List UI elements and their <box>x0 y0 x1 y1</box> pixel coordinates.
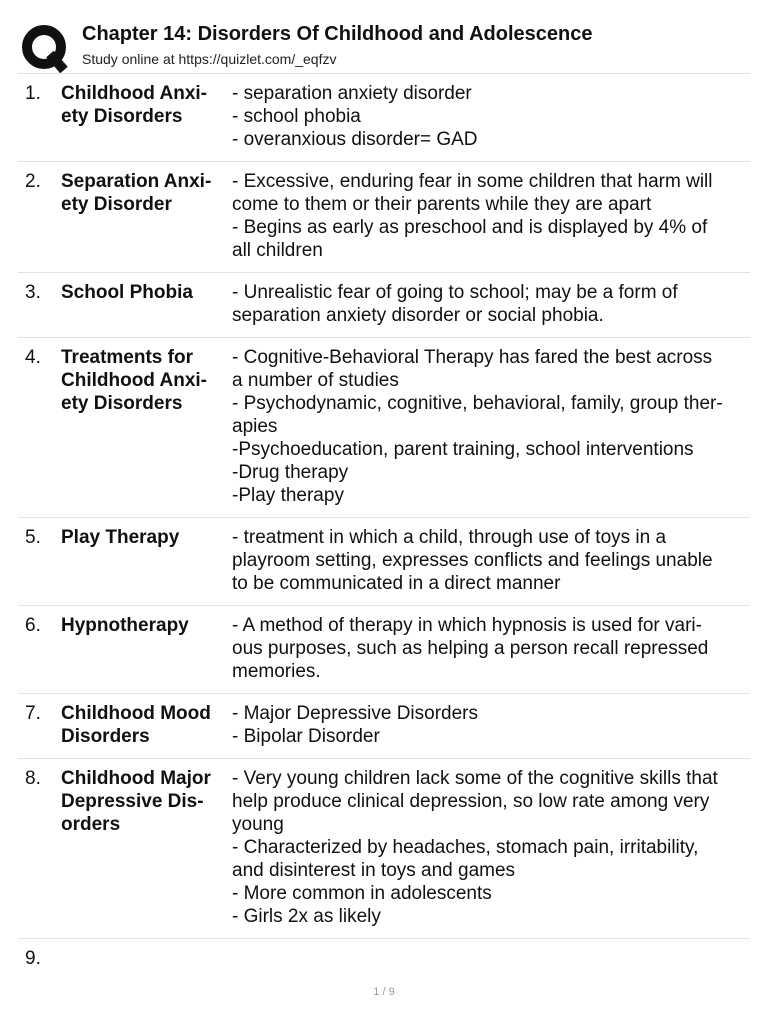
term-line: Childhood Anxi- <box>61 83 207 104</box>
definition-line: playroom setting, expresses conflicts and feelings unable <box>232 550 713 571</box>
definition-line: -Drug therapy <box>232 462 349 483</box>
card-term <box>61 281 232 327</box>
page-header <box>0 0 768 74</box>
flashcard-row <box>18 518 750 606</box>
term-line: Depressive Dis- <box>61 791 204 812</box>
definition-line: - school phobia <box>232 106 361 127</box>
card-term <box>61 702 232 748</box>
definition-line: - A method of therapy in which hypnosis is used for vari- <box>232 615 702 636</box>
card-definition <box>232 702 750 748</box>
definition-line: - overanxious disorder= GAD <box>232 129 478 150</box>
card-number: 2. <box>25 171 41 192</box>
definition-line: - Unrealistic fear of going to school; may be a form of <box>232 282 678 303</box>
definition-line: - Very young children lack some of the cognitive skills that <box>232 768 718 789</box>
definition-line: - Bipolar Disorder <box>232 726 380 747</box>
card-number: 9. <box>25 948 41 969</box>
definition-line: -Psychoeducation, parent training, school interventions <box>232 439 694 460</box>
term-line: ety Disorders <box>61 393 183 414</box>
definition-line: memories. <box>232 661 321 682</box>
term-line: ety Disorder <box>61 194 172 215</box>
page-indicator: 1 / 9 <box>373 986 395 998</box>
definition-line: - Cognitive-Behavioral Therapy has fared the best across <box>232 347 713 368</box>
term-line: Disorders <box>61 726 150 747</box>
card-term <box>61 82 232 151</box>
flashcard-row <box>18 273 750 338</box>
card-definition <box>232 947 750 970</box>
term-line: Hypnotherapy <box>61 615 189 636</box>
flashcard-row <box>18 74 750 162</box>
definition-line: come to them or their parents while they are apart <box>232 194 652 215</box>
card-definition <box>232 767 750 928</box>
flashcard-row <box>18 694 750 759</box>
definition-line: - Begins as early as preschool and is displayed by 4% of <box>232 217 708 238</box>
card-number: 1. <box>25 83 41 104</box>
study-online-link[interactable]: Study online at https://quizlet.com/_eqfzv <box>82 51 337 67</box>
flashcard-row <box>18 338 750 518</box>
definition-line: apies <box>232 416 278 437</box>
card-term <box>61 947 232 970</box>
card-definition <box>232 170 750 262</box>
card-term <box>61 614 232 683</box>
term-line: Childhood Anxi- <box>61 370 207 391</box>
definition-line: - More common in adolescents <box>232 883 492 904</box>
term-line: School Phobia <box>61 282 193 303</box>
card-number: 8. <box>25 768 41 789</box>
term-line: Treatments for <box>61 347 193 368</box>
card-term <box>61 346 232 507</box>
term-line: orders <box>61 814 121 835</box>
flashcard-row <box>18 606 750 694</box>
flashcard-row <box>18 759 750 939</box>
card-definition <box>232 526 750 595</box>
term-line: Childhood Mood <box>61 703 211 724</box>
definition-line: - Major Depressive Disorders <box>232 703 479 724</box>
document-title: Chapter 14: Disorders Of Childhood and Adolescence <box>82 23 593 45</box>
term-line: Separation Anxi- <box>61 171 212 192</box>
definition-line: -Play therapy <box>232 485 344 506</box>
flashcard-row <box>18 162 750 273</box>
term-line: Childhood Major <box>61 768 211 789</box>
quizlet-logo-icon <box>20 23 70 73</box>
definition-line: - treatment in which a child, through use of toys in a <box>232 527 667 548</box>
definition-line: to be communicated in a direct manner <box>232 573 561 594</box>
term-line: Play Therapy <box>61 527 180 548</box>
card-definition <box>232 346 750 507</box>
term-line: ety Disorders <box>61 106 183 127</box>
flashcard-list <box>18 74 750 980</box>
card-number: 6. <box>25 615 41 636</box>
definition-line: and disinterest in toys and games <box>232 860 516 881</box>
definition-line: - separation anxiety disorder <box>232 83 472 104</box>
definition-line: all children <box>232 240 323 261</box>
card-definition <box>232 614 750 683</box>
card-term <box>61 767 232 928</box>
definition-line: young <box>232 814 284 835</box>
definition-line: - Characterized by headaches, stomach pain, irritability, <box>232 837 699 858</box>
definition-line: a number of studies <box>232 370 399 391</box>
card-definition <box>232 82 750 151</box>
definition-line: separation anxiety disorder or social phobia. <box>232 305 604 326</box>
definition-line: - Girls 2x as likely <box>232 906 381 927</box>
definition-line: help produce clinical depression, so low rate among very <box>232 791 710 812</box>
flashcard-row <box>18 939 750 980</box>
card-number: 5. <box>25 527 41 548</box>
definition-line: - Excessive, enduring fear in some children that harm will <box>232 171 713 192</box>
card-term <box>61 526 232 595</box>
card-term <box>61 170 232 262</box>
card-number: 4. <box>25 347 41 368</box>
definition-line: ous purposes, such as helping a person recall repressed <box>232 638 709 659</box>
card-number: 3. <box>25 282 41 303</box>
card-definition <box>232 281 750 327</box>
definition-line: - Psychodynamic, cognitive, behavioral, family, group ther- <box>232 393 723 414</box>
card-number: 7. <box>25 703 41 724</box>
